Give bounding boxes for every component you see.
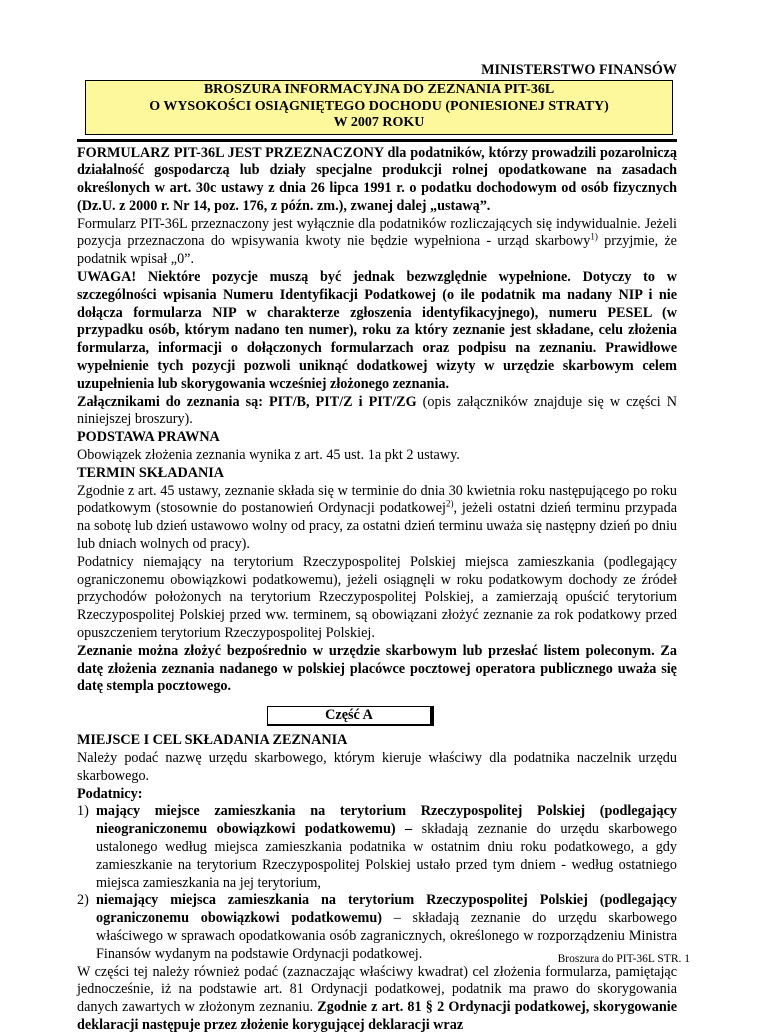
part-a-paragraph-2 [77, 964, 677, 1035]
list-item [77, 803, 677, 892]
intro-plain-paragraph [77, 216, 677, 269]
brochure-title-banner [85, 80, 673, 135]
document-body [77, 145, 677, 1035]
taxpayers-label: Podatnicy: [77, 785, 143, 802]
footnote-ref-1: 1) [590, 231, 598, 242]
list-item-bold: mający miejsce zamieszkania na terytorium Rzeczypospolitej Polskiej (podlegający nieograniczonemu obowiązkowi podatkowemu) – [96, 803, 677, 838]
deadline-paragraph-1 [77, 483, 677, 554]
attachments-bold: Załącznikami do zeznania są: PIT/B, PIT/Z i PIT/ZG [77, 393, 417, 410]
part-a-p2-plain: W części tej należy również podać (zaznaczając właściwy kwadrat) cel złożenia formularza, pamiętając jednocześnie, iż na podstawie art. 81 Ordynacji podatkowej, podatnik ma prawo do skorygowania danych zawartych w złożonym zeznaniu. [77, 963, 677, 1016]
deadline-p1a: Zgodnie z art. 45 ustawy, zeznanie składa się w terminie do dnia 30 kwietnia roku następującego po roku podatkowym (stosownie do postanowień Ordynacji podatkowej [77, 482, 677, 517]
part-a-paragraph-1: Należy podać nazwę urzędu skarbowego, którym kieruje właściwy dla podatnika naczelnik urzędu skarbowego. [77, 750, 677, 784]
banner-line-1: BROSZURA INFORMACYJNA DO ZEZNANIA PIT-36L [203, 82, 555, 97]
intro-plain-b: przyjmie, że podatnik wpisał „0”. [77, 233, 677, 268]
banner-line-2: O WYSOKOŚCI OSIĄGNIĘTEGO DOCHODU (PONIESIONEJ STRATY) [149, 98, 609, 114]
legal-basis-heading: PODSTAWA PRAWNA [77, 429, 220, 446]
list-item-number: 1) [77, 803, 89, 820]
taxpayers-list [77, 803, 677, 963]
deadline-paragraph-3: Zeznanie można złożyć bezpośrednio w urzędzie skarbowym lub przesłać listem poleconym. Za datę złożenia zeznania nadanego w polskiej placówce pocztowej operatora publicznego uważa się datę stempla pocztowego. [77, 642, 677, 695]
legal-basis-text: Obowiązek złożenia zeznania wynika z art. 45 ust. 1a pkt 2 ustawy. [77, 447, 460, 464]
list-item-text: – składają zeznanie do urzędu skarbowego właściwego w sprawach opodatkowania osób zagranicznych, określonego w rozporządzeniu Ministra Finansów wydanym na podstawie Ordynacji podatkowej. [96, 910, 677, 962]
part-a-p2-bold: Zgodnie z art. 81 § 2 Ordynacji podatkowej, skorygowanie deklaracji następuje przez złożenie korygującej deklaracji wraz [77, 999, 677, 1033]
attachments-plain: (opis załączników znajduje się w części N niniejszej broszury). [77, 393, 677, 428]
list-item-bold: niemający miejsca zamieszkania na terytorium Rzeczypospolitej Polskiej (podlegający ograniczonemu obowiązkowi podatkowemu) [96, 892, 677, 927]
title-divider [77, 139, 677, 142]
list-item-number: 2) [77, 892, 89, 909]
banner-line-3: W 2007 ROKU [333, 115, 425, 130]
part-a-label: Część A [267, 706, 434, 726]
part-a-heading: MIEJSCE I CEL SKŁADANIA ZEZNANIA [77, 732, 348, 749]
deadline-paragraph-2: Podatnicy niemający na terytorium Rzeczypospolitej Polskiej miejsca zamieszkania (podlegający ograniczonemu obowiązkowi podatkowemu), jeżeli osiągnęli w roku podatkowym dochody ze źródeł przychodów położonych na terytorium Rzeczypospolitej Polskiej, a zamierzają opuścić terytorium Rzeczypospolitej Polskiej przed ww. terminem, są obowiązani złożyć zeznanie za rok podatkowy przed opuszczeniem terytorium Rzeczypospolitej Polskiej. [77, 553, 677, 642]
deadline-heading: TERMIN SKŁADANIA [77, 464, 225, 481]
intro-plain-a: Formularz PIT-36L przeznaczony jest wyłącznie dla podatników rozliczających się indywidualnie. Jeżeli pozycja przeznaczona do wpisywania kwoty nie będzie wypełniona - urząd skarbowy [77, 215, 677, 250]
page-footer: Broszura do PIT-36L STR. 1 [557, 953, 690, 965]
ministry-header: MINISTERSTWO FINANSÓW [481, 62, 677, 78]
deadline-p1b: , jeżeli ostatni dzień terminu przypada na sobotę lub dzień ustawowo wolny od pracy, za ostatni dzień terminu uważa się następny dzień po dniu lub dniach wolnych od pracy). [77, 500, 677, 553]
attachments-paragraph [77, 394, 677, 430]
uwaga-paragraph: UWAGA! Niektóre pozycje muszą być jednak bezwzględnie wypełnione. Dotyczy to w szczególności wpisania Numeru Identyfikacji Podatkowej (o ile podatnik ma nadany NIP i nie dołącza formularza NIP w charakterze zgłoszenia identyfikacyjnego), numeru PESEL (w przypadku osób, którym nadano ten numer), roku za który zeznanie jest składane, celu złożenia formularza, informacji o dołączonych formularzach oraz podpisu na zeznaniu. Prawidłowe wypełnienie tych pozycji pozwoli uniknąć dodatkowej wizyty w urzędzie skarbowym celem uzupełnienia lub skorygowania wcześniej złożonego zeznania. [77, 269, 677, 392]
footnote-ref-2: 2) [445, 498, 454, 509]
intro-bold-paragraph: FORMULARZ PIT-36L JEST PRZEZNACZONY dla podatników, którzy prowadzili pozarolniczą działalność gospodarczą lub działy specjalne produkcji rolnej opodatkowane na zasadach określonych w art. 30c ustawy z dnia 26 lipca 1991 r. o podatku dochodowym od osób fizycznych (Dz.U. z 2000 r. Nr 14, poz. 176, z późn. zm.), zwanej dalej „ustawą”. [77, 144, 677, 214]
document-page [77, 56, 677, 1035]
list-item-text: składają zeznanie do urzędu skarbowego ustalonego według miejsca zamieszkania podatnika w ostatnim dniu roku podatkowego, a gdy zamieszkanie na terytorium Rzeczypospolitej Polskiej ustało przed tym dniem - według ostatniego miejsca zamieszkania na jej terytorium, [96, 821, 677, 891]
